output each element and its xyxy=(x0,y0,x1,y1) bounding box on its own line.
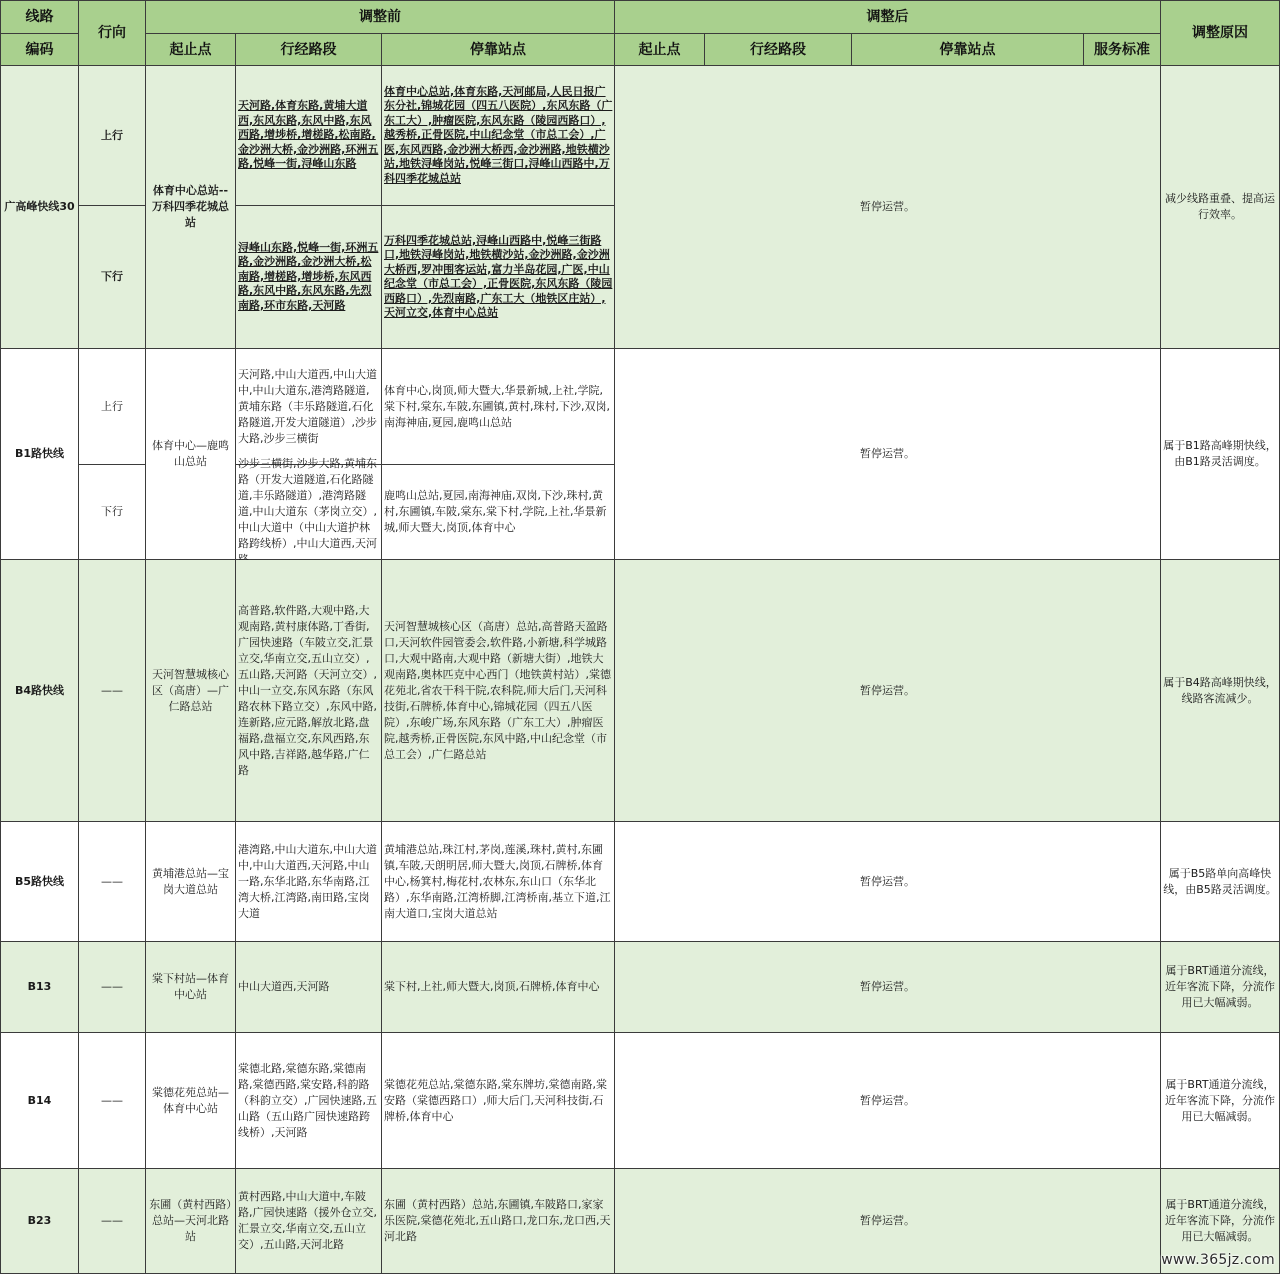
adjusted-status: 暂停运营。 xyxy=(615,66,1160,348)
route-path: 棠德北路,棠德东路,棠德南路,棠德西路,棠安路,科韵路（科韵立交）,广园快速路,五山路（五山路广园快速路跨线桥）,天河路 xyxy=(236,1033,381,1168)
adjusted-status: 暂停运营。 xyxy=(615,822,1160,941)
header-after-service: 服务标准 xyxy=(1084,34,1160,65)
header-before: 调整前 xyxy=(146,1,614,33)
route-endpoints: 黄埔港总站—宝岗大道总站 xyxy=(146,822,235,941)
route-path: 高普路,软件路,大观中路,大观南路,黄村康体路,丁香街,广园快速路（车陂立交,汇景立交,华南立交,五山立交）,五山路,天河路（天河立交）,中山一立交,东风东路（东风路农林下路立交）,东风中路,连新路,应元路,解放北路,盘福路,盘福立交,东风西路,东风中路,吉祥路,越华路,广仁路 xyxy=(236,560,381,821)
adjustment-reason: 属于B1路高峰期快线，由B1路灵活调度。 xyxy=(1161,349,1279,559)
route-code: 广高峰快线30 xyxy=(1,66,78,348)
route-endpoints: 天河智慧城核心区（高唐）—广仁路总站 xyxy=(146,560,235,821)
route-path: 黄村西路,中山大道中,车陂路,广园快速路（援外仓立交,汇景立交,华南立交,五山立交）,五山路,天河北路 xyxy=(236,1169,381,1273)
route-code: B4路快线 xyxy=(1,560,78,821)
header-after-route: 行经路段 xyxy=(705,34,851,65)
adjusted-status: 暂停运营。 xyxy=(615,349,1160,559)
route-path: 港湾路,中山大道东,中山大道中,中山大道西,天河路,中山一路,东华北路,东华南路,江湾大桥,江湾路,南田路,宝岗大道 xyxy=(236,822,381,941)
route-stops: 棠下村,上社,师大暨大,岗顶,石牌桥,体育中心 xyxy=(382,942,614,1032)
direction-label: 下行 xyxy=(79,465,145,559)
route-path: 天河路,中山大道西,中山大道中,中山大道东,港湾路隧道,黄埔东路（丰乐路隧道,石化路隧道,开发大道隧道）,沙步大路,沙步三横街 xyxy=(236,349,381,464)
route-stops: 体育中心,岗顶,师大暨大,华景新城,上社,学院,棠下村,棠东,车陂,东圃镇,黄村,珠村,下沙,双岗,南海神庙,夏园,鹿鸣山总站 xyxy=(382,349,614,464)
adjusted-status: 暂停运营。 xyxy=(615,942,1160,1032)
route-stops: 黄埔港总站,珠江村,茅岗,莲溪,珠村,黄村,东圃镇,车陂,天朗明居,师大暨大,岗顶,石牌桥,体育中心,杨箕村,梅花村,农林东,东山口（东华北路）,东华南路,江湾桥脚,江湾桥南,基立下道,江南大道口,宝岗大道总站 xyxy=(382,822,614,941)
adjusted-status: 暂停运营。 xyxy=(615,560,1160,821)
route-endpoints: 体育中心总站--万科四季花城总站 xyxy=(146,66,235,348)
route-stops: 东圃（黄村西路）总站,东圃镇,车陂路口,家家乐医院,棠德花苑北,五山路口,龙口东,龙口西,天河北路 xyxy=(382,1169,614,1273)
route-stops: 体育中心总站,体育东路,天河邮局,人民日报广东分社,锦城花园（四五八医院）,东风东路（广东工大）,肿瘤医院,东风东路（陵园西路口）,越秀桥,正骨医院,中山纪念堂（市总工会）,广医,东风西路,金沙洲大桥西,金沙洲路,地铁横沙站,地铁浔峰岗站,悦峰三街口,浔峰山西路中,万科四季花城总站 xyxy=(382,66,614,205)
header-after-endpoints: 起止点 xyxy=(615,34,704,65)
route-code: B14 xyxy=(1,1033,78,1168)
route-endpoints: 东圃（黄村西路）总站—天河北路站 xyxy=(146,1169,235,1273)
route-path: 天河路,体育东路,黄埔大道西,东风东路,东风中路,东风西路,增埗桥,增槎路,松南路,金沙洲大桥,金沙洲路,环洲五路,悦峰一街,浔峰山东路 xyxy=(236,66,381,205)
route-path: 浔峰山东路,悦峰一街,环洲五路,金沙洲路,金沙洲大桥,松南路,增槎路,增埗桥,东风西路,东风中路,东风东路,先烈南路,环市东路,天河路 xyxy=(236,206,381,348)
direction-label: —— xyxy=(79,822,145,941)
direction-label: —— xyxy=(79,942,145,1032)
adjustment-reason: 属于B4路高峰期快线，线路客流减少。 xyxy=(1161,560,1279,821)
header-direction: 行向 xyxy=(79,1,145,65)
header-after: 调整后 xyxy=(615,1,1160,33)
adjustment-reason: 属于BRT通道分流线，近年客流下降，分流作用已大幅减弱。 xyxy=(1161,1033,1279,1168)
route-code: B1路快线 xyxy=(1,349,78,559)
adjustment-reason: 属于B5路单向高峰快线，由B5路灵活调度。 xyxy=(1161,822,1279,941)
route-stops: 天河智慧城核心区（高唐）总站,高普路天盈路口,天河软件园管委会,软件路,小新塘,科学城路口,大观中路南,大观中路（新塘大街）,地铁大观南路,奥林匹克中心西门（地铁黄村站）,棠德花苑北,省农干科干院,农科院,师大后门,天河科技街,石牌桥,体育中心,锦城花园（四五八医院）,东峻广场,东风东路（广东工大）,肿瘤医院,越秀桥,正骨医院,东风中路,中山纪念堂（市总工会）,广仁路总站 xyxy=(382,560,614,821)
route-endpoints: 体育中心—鹿鸣山总站 xyxy=(146,349,235,559)
direction-label: —— xyxy=(79,1033,145,1168)
route-stops: 鹿鸣山总站,夏园,南海神庙,双岗,下沙,珠村,黄村,东圃镇,车陂,棠东,棠下村,学院,上社,华景新城,师大暨大,岗顶,体育中心 xyxy=(382,465,614,559)
header-before-stops: 停靠站点 xyxy=(382,34,614,65)
adjustment-reason: 属于BRT通道分流线，近年客流下降，分流作用已大幅减弱。 xyxy=(1161,942,1279,1032)
route-endpoints: 棠下村站—体育中心站 xyxy=(146,942,235,1032)
direction-label: 上行 xyxy=(79,66,145,205)
direction-label: 下行 xyxy=(79,206,145,348)
direction-label: —— xyxy=(79,560,145,821)
header-before-route: 行经路段 xyxy=(236,34,381,65)
route-stops: 万科四季花城总站,浔峰山西路中,悦峰三街路口,地铁浔峰岗站,地铁横沙站,金沙洲路,金沙洲大桥西,罗冲围客运站,富力半岛花园,广医,中山纪念堂（市总工会）,正骨医院,东风东路（陵园西路口）,先烈南路,广东工大（地铁区庄站）,天河立交,体育中心总站 xyxy=(382,206,614,348)
header-after-stops: 停靠站点 xyxy=(852,34,1083,65)
route-code: B5路快线 xyxy=(1,822,78,941)
route-code: B23 xyxy=(1,1169,78,1273)
header-reason: 调整原因 xyxy=(1161,1,1279,65)
adjusted-status: 暂停运营。 xyxy=(615,1033,1160,1168)
route-code: B13 xyxy=(1,942,78,1032)
route-endpoints: 棠德花苑总站—体育中心站 xyxy=(146,1033,235,1168)
header-before-endpoints: 起止点 xyxy=(146,34,235,65)
route-path: 路（开发大道隧道,石化路隧道,丰乐路隧道）,港湾路隧道,中山大道东（茅岗立交）,中山大道中（中山大道护林路跨线桥）,中山大道西,天河 xyxy=(236,465,381,559)
adjusted-status: 暂停运营。 xyxy=(615,1169,1160,1273)
direction-label: 上行 xyxy=(79,349,145,464)
header-line: 线路 xyxy=(1,1,78,33)
header-code: 编码 xyxy=(1,34,78,65)
route-path: 中山大道西,天河路 xyxy=(236,942,381,1032)
watermark: www.365jz.com xyxy=(1161,1252,1275,1268)
route-stops: 棠德花苑总站,棠德东路,棠东牌坊,棠德南路,棠安路（棠德西路口）,师大后门,天河科技街,石牌桥,体育中心 xyxy=(382,1033,614,1168)
adjustment-reason: 属于BRT通道分流线，近年客流下降，分流作用已大幅减弱。 xyxy=(1161,1169,1279,1273)
adjustment-reason: 减少线路重叠、提高运行效率。 xyxy=(1161,66,1279,348)
direction-label: —— xyxy=(79,1169,145,1273)
